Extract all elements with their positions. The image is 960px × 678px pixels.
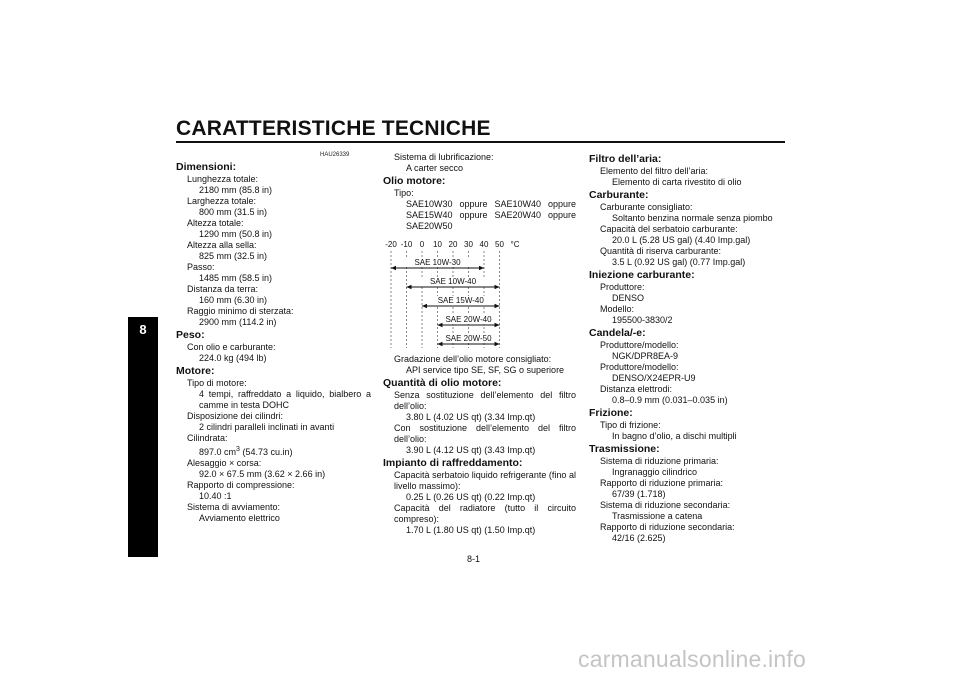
tick-label: 20 bbox=[448, 240, 458, 249]
spec-value: 2180 mm (85.8 in) bbox=[199, 185, 273, 195]
spec-value: Ingranaggio cilindrico bbox=[612, 467, 698, 477]
oil-viscosity-chart bbox=[383, 238, 576, 350]
superscript-3: 3 bbox=[236, 446, 240, 453]
spec-label: Rapporto di riduzione secondaria: bbox=[600, 522, 735, 532]
spec-label: Rapporto di compressione: bbox=[187, 480, 295, 490]
arrow-left bbox=[438, 323, 443, 327]
spec-value: 92.0 × 67.5 mm (3.62 × 2.66 in) bbox=[199, 469, 326, 479]
spec-label: Quantità di riserva carburante: bbox=[600, 246, 722, 256]
arrow-right bbox=[495, 304, 500, 308]
section-engine-oil: Olio motore: bbox=[383, 175, 446, 187]
spec-value: DENSO bbox=[612, 293, 645, 303]
spec-label: Sistema di riduzione primaria: bbox=[600, 456, 719, 466]
spec-label: Distanza elettrodi: bbox=[600, 384, 673, 394]
section-dimensions: Dimensioni: bbox=[176, 161, 237, 173]
arrow-right bbox=[495, 342, 500, 346]
spec-label: Carburante consigliato: bbox=[600, 202, 693, 212]
spec-label: Lunghezza totale: bbox=[187, 174, 259, 184]
series-label: SAE 20W-40 bbox=[445, 315, 492, 324]
tick-label: 0 bbox=[419, 240, 425, 249]
spec-label: Capacità del serbatoio carburante: bbox=[600, 224, 738, 234]
spec-label: Gradazione dell’olio motore consigliato: bbox=[394, 354, 552, 364]
spec-value: Trasmissione a catena bbox=[612, 511, 703, 521]
spec-value: 825 mm (32.5 in) bbox=[199, 251, 268, 261]
spec-label: Con sostituzione dell’elemento del filtro dell’olio: bbox=[394, 423, 576, 444]
spec-value: 195500-3830/2 bbox=[612, 315, 673, 325]
spec-value: SAE10W30 oppure SAE10W40 oppure SAE15W40 oppure SAE20W40 oppure SAE20W50 bbox=[406, 199, 576, 231]
spec-value-displacement bbox=[176, 444, 371, 458]
series-label: SAE 10W-30 bbox=[414, 258, 461, 267]
spec-label: Produttore: bbox=[600, 282, 645, 292]
spec-label: Capacità del radiatore (tutto il circuito compreso): bbox=[394, 503, 576, 524]
series-label: SAE 20W-50 bbox=[445, 334, 492, 343]
spec-label: Modello: bbox=[600, 304, 635, 314]
spec-value: In bagno d’olio, a dischi multipli bbox=[612, 431, 737, 441]
section-cooling: Impianto di raffreddamento: bbox=[383, 457, 523, 469]
spec-label: Cilindrata: bbox=[187, 433, 228, 443]
watermark: carmanualsonline.info bbox=[578, 646, 806, 672]
series-label: SAE 15W-40 bbox=[437, 296, 484, 305]
spec-value: 67/39 (1.718) bbox=[612, 489, 666, 499]
spec-label: Produttore/modello: bbox=[600, 340, 679, 350]
column-2 bbox=[383, 152, 576, 536]
spec-label: Elemento del filtro dell’aria: bbox=[600, 166, 709, 176]
spec-label: Passo: bbox=[187, 262, 215, 272]
spec-value: 42/16 (2.625) bbox=[612, 533, 666, 543]
spec-label: Altezza totale: bbox=[187, 218, 244, 228]
section-weight: Peso: bbox=[176, 329, 205, 341]
unit-label: °C bbox=[510, 240, 520, 249]
arrow-right bbox=[479, 266, 484, 270]
page-title: CARATTERISTICHE TECNICHE bbox=[176, 117, 491, 140]
spec-label: Altezza alla sella: bbox=[187, 240, 257, 250]
spec-value: 160 mm (6.30 in) bbox=[199, 295, 268, 305]
arrow-right bbox=[495, 285, 500, 289]
spec-value: NGK/DPR8EA-9 bbox=[612, 351, 679, 361]
spec-value: API service tipo SE, SF, SG o superiore bbox=[406, 365, 565, 375]
spec-value: Soltanto benzina normale senza piombo bbox=[612, 213, 773, 223]
spec-value: 1485 mm (58.5 in) bbox=[199, 273, 273, 283]
spec-label: Rapporto di riduzione primaria: bbox=[600, 478, 724, 488]
spec-value: 224.0 kg (494 lb) bbox=[199, 353, 267, 363]
series-label: SAE 10W-40 bbox=[429, 277, 477, 286]
spec-label: Capacità serbatoio liquido refrigerante (fino al livello massimo): bbox=[394, 470, 576, 491]
tick-label: 10 bbox=[433, 240, 442, 249]
spec-label: Alesaggio × corsa: bbox=[187, 458, 262, 468]
reference-code: HAU26339 bbox=[320, 152, 350, 158]
oil-chart-svg bbox=[383, 238, 533, 350]
tick-label: 50 bbox=[495, 240, 504, 249]
spec-label: Senza sostituzione dell’elemento del filtro dell’olio: bbox=[394, 390, 576, 411]
spec-label: Tipo: bbox=[394, 188, 414, 198]
section-engine: Motore: bbox=[176, 365, 215, 377]
title-rule bbox=[176, 141, 785, 143]
page-number: 8-1 bbox=[467, 554, 481, 564]
chapter-tab: 8 bbox=[128, 317, 158, 557]
spec-value: 0.8–0.9 mm (0.031–0.035 in) bbox=[612, 395, 728, 405]
spec-value: 800 mm (31.5 in) bbox=[199, 207, 268, 217]
spec-value: 1.70 L (1.80 US qt) (1.50 Imp.qt) bbox=[406, 525, 536, 535]
spec-label: Sistema di avviamento: bbox=[187, 502, 281, 512]
spec-value: 3.80 L (4.02 US qt) (3.34 Imp.qt) bbox=[406, 412, 536, 422]
spec-value: 2 cilindri paralleli inclinati in avanti bbox=[199, 422, 335, 432]
spec-label: Sistema di lubrificazione: bbox=[394, 152, 494, 162]
section-transmission: Trasmissione: bbox=[589, 443, 660, 455]
section-fuel: Carburante: bbox=[589, 189, 649, 201]
column-1 bbox=[176, 160, 371, 524]
spec-label: Larghezza totale: bbox=[187, 196, 257, 206]
spec-label: Raggio minimo di sterzata: bbox=[187, 306, 294, 316]
spec-value: 20.0 L (5.28 US gal) (4.40 Imp.gal) bbox=[612, 235, 751, 245]
arrow-right bbox=[495, 323, 500, 327]
spec-value: Elemento di carta rivestito di olio bbox=[612, 177, 742, 187]
arrow-left bbox=[438, 342, 443, 346]
section-fuel-injection: Iniezione carburante: bbox=[589, 269, 695, 281]
spec-label: Sistema di riduzione secondaria: bbox=[600, 500, 731, 510]
arrow-left bbox=[391, 266, 396, 270]
section-oil-quantity: Quantità di olio motore: bbox=[383, 377, 502, 389]
spec-label: Produttore/modello: bbox=[600, 362, 679, 372]
spec-value: 3.5 L (0.92 US gal) (0.77 Imp.gal) bbox=[612, 257, 746, 267]
tick-label: 40 bbox=[479, 240, 489, 249]
spec-label: Tipo di motore: bbox=[187, 378, 247, 388]
spec-label: Disposizione dei cilindri: bbox=[187, 411, 284, 421]
section-clutch: Frizione: bbox=[589, 407, 633, 419]
section-spark-plugs: Candela/-e: bbox=[589, 327, 646, 339]
spec-value: 2900 mm (114.2 in) bbox=[199, 317, 277, 327]
section-air-filter: Filtro dell’aria: bbox=[589, 153, 662, 165]
spec-value: 10.40 :1 bbox=[199, 491, 232, 501]
displacement-imperial: (54.73 cu.in) bbox=[239, 447, 293, 457]
tick-label: -20 bbox=[385, 240, 397, 249]
spec-label: Con olio e carburante: bbox=[187, 342, 276, 352]
arrow-left bbox=[407, 285, 412, 289]
spec-value: 1290 mm (50.8 in) bbox=[199, 229, 273, 239]
column-3 bbox=[589, 152, 789, 544]
tick-label: 30 bbox=[464, 240, 473, 249]
spec-value: DENSO/X24EPR-U9 bbox=[612, 373, 696, 383]
spec-value: 0.25 L (0.26 US qt) (0.22 Imp.qt) bbox=[406, 492, 536, 502]
arrow-left bbox=[422, 304, 427, 308]
spec-value: 4 tempi, raffreddato a liquido, bialbero a camme in testa DOHC bbox=[199, 389, 371, 410]
spec-value: Avviamento elettrico bbox=[199, 513, 280, 523]
tick-label: -10 bbox=[400, 240, 413, 249]
displacement-number: 897.0 cm bbox=[199, 447, 237, 457]
spec-label: Tipo di frizione: bbox=[600, 420, 661, 430]
spec-value: A carter secco bbox=[406, 163, 464, 173]
spec-label: Distanza da terra: bbox=[187, 284, 259, 294]
spec-value: 3.90 L (4.12 US qt) (3.43 Imp.qt) bbox=[406, 445, 536, 455]
